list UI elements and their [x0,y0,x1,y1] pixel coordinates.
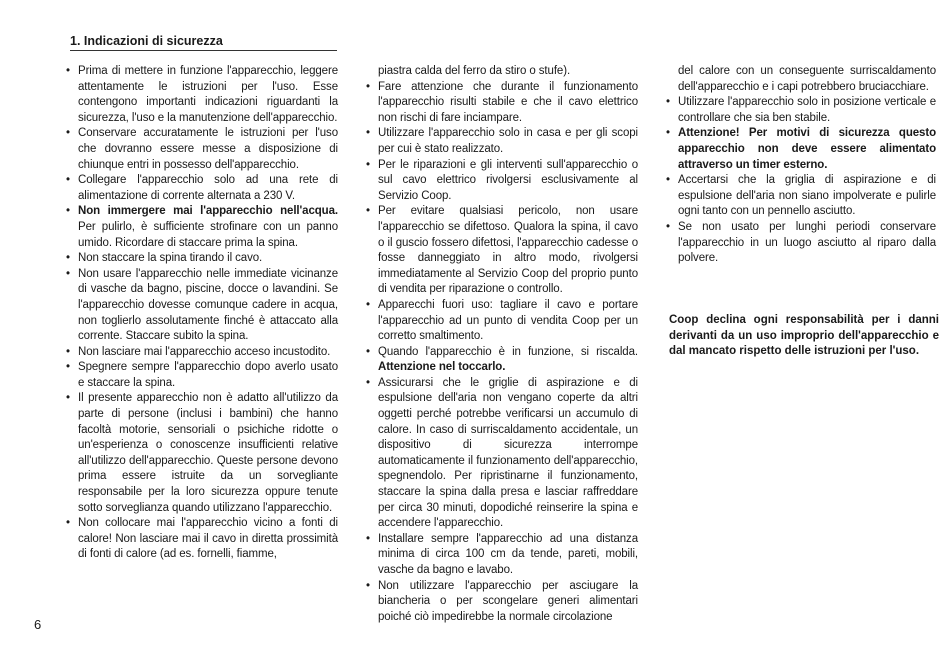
safety-bullet-item [366,80,638,127]
bullet-text: Assicurarsi che le griglie di aspirazione e di espulsione dell'aria non vengano coperte da altri oggetti perché potrebbe verificarsi un accumulo di calore. In caso di surriscaldamento accidentale, un dispositivo di sicurezza interrompe automaticamente il funzionamento dell'apparecchio, spegnendolo. Per ripristinarne il funzionamento, staccare la spina dalla presa e lasciar raffreddare per circa 30 minuti, dopodiché reinserire la spina e accendere l'apparecchio. [378,376,638,530]
safety-bullet-item [366,579,638,626]
bullet-text: Apparecchi fuori uso: tagliare il cavo e portare l'apparecchio ad un punto di vendita Coop per un corretto smaltimento. [378,298,638,343]
safety-bullet-item [366,126,638,157]
bullet-text: Il presente apparecchio non è adatto all'utilizzo da parte di persone (inclusi i bambini) che hanno facoltà motorie, sensoriali o psichiche ridotte o un'esperienza o conoscenze insufficienti relative all'utilizzo dell'apparecchio. Queste persone devono prima essere istruite da un sorvegliante responsabile per la loro sicurezza oppure tenute sotto sorveglianza quando utilizzano l'apparecchio. [78,392,338,514]
bullet-icon: • [66,267,70,280]
bullet-text: Prima di mettere in funzione l'apparecchio, leggere attentamente le istruzioni per l'uso. Esse contengono importanti indicazioni riguardanti la sicurezza, l'uso e la manutenzione dell'apparecchio. [78,65,338,124]
bullet-text: Utilizzare l'apparecchio solo in posizione verticale e controllare che sia ben stabile. [678,96,936,124]
bullet-icon: • [66,65,70,77]
continued-paragraph: piastra calda del ferro da stiro o stufe). [378,65,571,77]
bullet-text: Non staccare la spina tirando il cavo. [78,252,263,265]
safety-bullet-item [366,532,638,579]
bullet-icon: • [366,345,370,358]
safety-bullet-item [66,251,338,267]
bullet-text: Utilizzare l'apparecchio solo in casa e per gli scopi per cui è stato realizzato. [378,127,638,155]
bullet-icon: • [366,298,370,311]
safety-bullet-item [366,158,638,205]
bullet-icon: • [66,361,70,374]
safety-bullet-item [366,376,638,532]
safety-bullet-item [66,173,338,204]
bullet-icon: • [66,205,70,218]
safety-bullet-item [66,126,338,173]
bullet-icon: • [366,532,370,545]
bullet-text: Per evitare qualsiasi pericolo, non usare l'apparecchio se difettoso. Qualora la spina, il cavo o il guscio fossero difettosi, l'apparecchio cadesse o fosse danneggiato in altro modo, rivolgersi immediatamente al Servizio Coop del proprio punto di vendita per riparazione o controllo. [378,205,638,296]
bullet-icon: • [366,376,370,389]
safety-bullet-item [666,220,936,267]
bullet-icon: • [666,220,670,233]
safety-bullet-item [66,267,338,345]
safety-bullet-item [366,345,638,376]
safety-bullet-item [666,126,936,173]
section-heading: 1. Indicazioni di sicurezza [70,34,337,51]
column-1 [66,64,338,563]
safety-bullet-item [366,204,638,298]
safety-bullet-item [66,360,338,391]
bullet-icon: • [366,80,370,93]
bullet-text: Installare sempre l'apparecchio ad una distanza minima di circa 100 cm da tende, pareti, mobili, vasche da bagno e lavabo. [378,532,638,576]
bullet-icon: • [66,174,70,187]
bullet-text: Conservare accuratamente le istruzioni per l'uso che dovranno essere messe a disposizione di chiunque entri in possesso dell'apparecchio. [78,127,338,171]
bullet-text: Per pulirlo, è sufficiente strofinare con un panno umido. Ricordare di staccare prima la spina. [78,220,338,249]
bullet-icon: • [366,127,370,140]
bullet-icon: • [66,252,70,265]
bold-text: Attenzione! Per motivi di sicurezza questo apparecchio non deve essere alimentato attraverso un timer esterno. [678,127,936,171]
page-number: 6 [34,617,42,632]
safety-bullet-item [66,516,338,563]
bullet-text: Quando l'apparecchio è in funzione, si riscalda. [378,345,638,358]
bullet-text: Se non usato per lunghi periodi conservare l'apparecchio in un luogo asciutto al riparo dalla polvere. [678,220,936,265]
bullet-text: Accertarsi che la griglia di aspirazione e di espulsione dell'aria non siano impolverate e pulirle ogni tanto con un pennello asciutto. [678,174,936,218]
bullet-icon: • [366,158,370,171]
safety-bullet-item [66,64,338,126]
bullet-icon: • [66,127,70,140]
safety-bullet-item [666,173,936,220]
bullet-text: Non collocare mai l'apparecchio vicino a fonti di calore! Non lasciare mai il cavo in diretta prossimità di fonti di calore (ad es. fornelli, fiamme, [78,517,338,561]
liability-note: Coop declina ogni responsabilità per i danni derivanti da un uso improprio dell'apparecchio e dal mancato rispetto delle istruzioni per l'uso. [669,314,939,358]
bold-text: Non immergere mai l'apparecchio nell'acqua. [78,205,338,218]
bullet-icon: • [66,392,70,405]
bold-text: Attenzione nel toccarlo. [378,361,506,374]
safety-bullet-item [366,298,638,345]
safety-bullet-item [666,95,936,126]
bullet-text: Fare attenzione che durante il funzionamento l'apparecchio risulti stabile e che il cavo elettrico non rischi di fare inciampare. [378,80,638,124]
bullet-icon: • [66,345,70,358]
column-2 [366,64,638,625]
continued-paragraph: del calore con un conseguente surriscaldamento dell'apparecchio e i capi potrebbero bruciacchiare. [678,65,936,93]
bullet-text: Per le riparazioni e gli interventi sull'apparecchio o sul cavo elettrico rivolgersi esclusivamente al Servizio Coop. [378,158,638,202]
safety-bullet-item [66,345,338,361]
column-3 [666,64,936,267]
bullet-text: Collegare l'apparecchio solo ad una rete di alimentazione di corrente alternata a 230 V. [78,174,338,202]
bullet-text: Non utilizzare l'apparecchio per asciugare la biancheria o per scongelare generi alimentari poiché ciò impedirebbe la normale circolazione [378,579,638,623]
bullet-icon: • [666,96,670,109]
bullet-text: Spegnere sempre l'apparecchio dopo averlo usato e staccare la spina. [78,361,338,389]
bullet-text: Non lasciare mai l'apparecchio acceso incustodito. [78,345,331,358]
bullet-icon: • [366,205,370,218]
bullet-icon: • [66,517,70,530]
safety-bullet-item [66,391,338,516]
safety-bullet-item [66,204,338,251]
bullet-icon: • [666,127,670,140]
bullet-icon: • [366,579,370,592]
bullet-icon: • [666,174,670,187]
bullet-text: Non usare l'apparecchio nelle immediate vicinanze di vasche da bagno, piscine, docce o lavandini. Se l'apparecchio dovesse comunque cadere in acqua, non toglierlo assolutamente finché è attaccato alla corrente. Staccare subito la spina. [78,267,338,343]
